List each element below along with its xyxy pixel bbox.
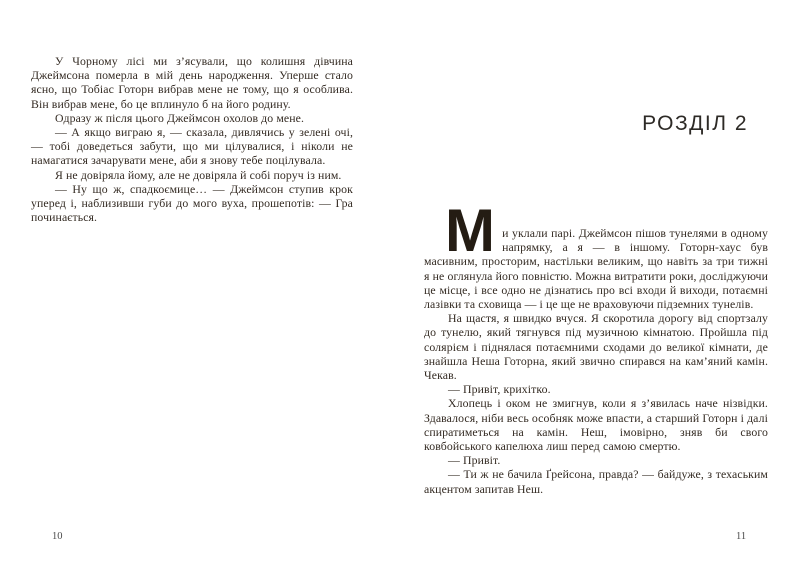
paragraph: Хлопець і оком не змигнув, коли я з’явилась наче нізвідки. Здавалося, ніби весь особняк може впасти, а старший Готорн і далі спиратиметься на камін. Неш, імовірно, зняв би свого ковбойського капелюха лиш перед самою смертю. — [424, 396, 768, 454]
paragraph: — Привіт, крихітко. — [448, 382, 551, 397]
paragraph: Я не довіряла йому, але не довіряла й собі поруч із ним. — [55, 167, 342, 182]
drop-cap-letter: М — [445, 197, 496, 264]
paragraph: У Чорному лісі ми з’ясували, що колишня дівчина Джеймсона померла в мій день народження. Уперше стало ясно, що Тобіас Готорн вибрав мене не тому, що я особлива. Він вибрав мене, бо це вплинуло б на його родину. — [31, 54, 353, 111]
paragraph: — Ти ж не бачила Ґрейсона, правда? — байдуже, з техаським акцентом запитав Неш. — [424, 467, 768, 496]
paragraph: — Привіт. — [448, 453, 501, 468]
opening-paragraph-text: и уклали парі. Джеймсон пішов тунелями в одному напрямку, а я — в іншому. Готорн-хаус був масивним, просторим, настільки великим, що навіть за три тижні я не оглянула його повністю. Можна витратити роки, досліджуючи це місце, і все одно не дізнатись про всі входи й виходи, потаємні лазівки та сховища — і це ще не враховуючи підземних тунелів. — [424, 226, 768, 312]
paragraph: На щастя, я швидко вчуся. Я скоротила дорогу від спортзалу до тунелю, який тягнувся під музичною кімнатою. Пройшла під солярієм і піднялася потаємними сходами до великої кімнати, де знайшла Неша Готорна, який звично спирався на кам’яний камін. Чекав. — [424, 311, 768, 383]
right-page — [424, 197, 768, 496]
opening-paragraph — [424, 197, 768, 312]
right-page-paragraphs — [424, 311, 768, 496]
chapter-title: РОЗДІЛ 2 — [642, 112, 748, 135]
paragraph: — Ну що ж, спадкоємице… — Джеймсон ступив крок уперед і, наблизивши губи до мого вуха, прошепотів: — Гра починається. — [31, 181, 353, 225]
paragraph: Одразу ж після цього Джеймсон охолов до мене. — [55, 110, 305, 125]
left-page — [31, 54, 353, 224]
page-number-left: 10 — [52, 531, 63, 542]
paragraph: — А якщо виграю я, — сказала, дивлячись у зелені очі, — тобі доведеться забути, що ми цілувалися, і ніколи не намагатися зачарувати мене, аби я знову тебе поцілувала. — [31, 125, 353, 168]
page-number-right: 11 — [736, 531, 747, 542]
